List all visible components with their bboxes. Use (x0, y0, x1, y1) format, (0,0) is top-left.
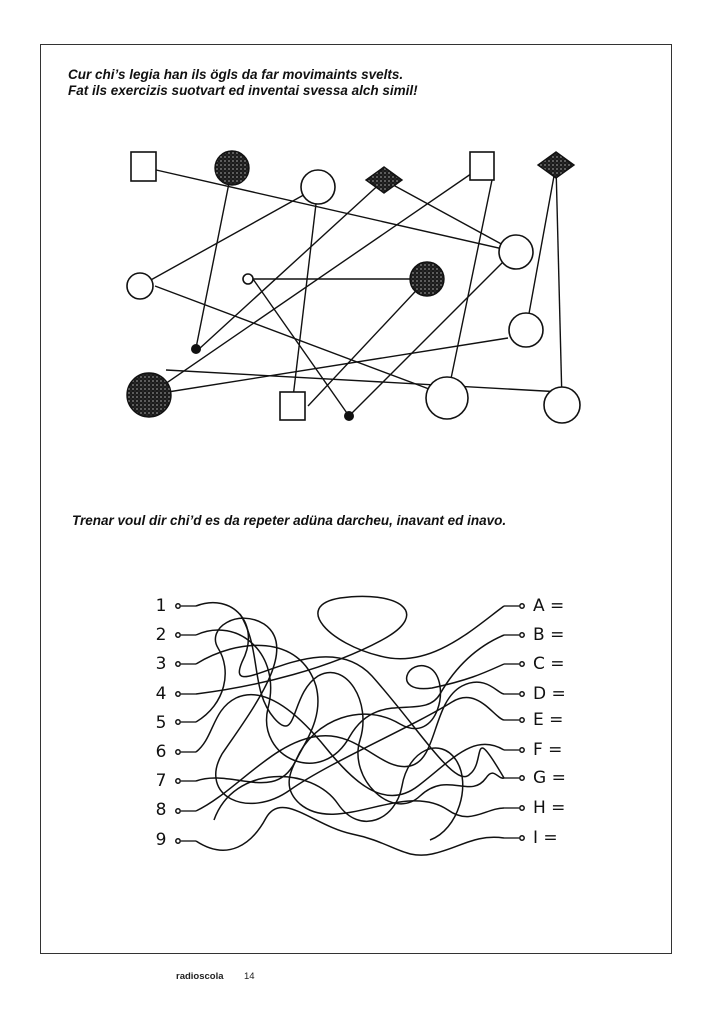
tangled-lines-puzzle (0, 590, 725, 880)
number-label-9: 9 (155, 830, 167, 850)
shapes-connection-puzzle (0, 140, 725, 430)
circle-shape (243, 274, 253, 284)
letter-label-b: B = (533, 625, 565, 645)
exercise2-instruction: Trenar voul dir chi’d es da repeter adüna darcheu, inavant ed inavo. (72, 513, 507, 528)
filled-circle-shape (215, 151, 249, 185)
circle-shape (544, 387, 580, 423)
exercise1-instruction-line1: Cur chi’s legia han ils ögls da far movimaints svelts. (68, 67, 404, 82)
letter-label-h: H = (533, 798, 566, 818)
number-label-1: 1 (155, 596, 167, 616)
tangle-line (196, 596, 504, 694)
number-label-5: 5 (155, 713, 167, 733)
diamond-shape (366, 167, 402, 193)
circle-shape (127, 273, 153, 299)
small-dot-shape (344, 411, 354, 421)
square-shape (280, 392, 305, 420)
letter-label-c: C = (533, 654, 565, 674)
number-label-3: 3 (155, 654, 167, 674)
tangle-line (196, 630, 504, 763)
square-shape (470, 152, 494, 180)
circle-shape (499, 235, 533, 269)
number-label-2: 2 (155, 625, 167, 645)
number-label-8: 8 (155, 800, 167, 820)
tangle-line (196, 682, 504, 811)
square-shape (131, 152, 156, 181)
number-label-4: 4 (155, 684, 167, 704)
exercise1-instruction-line2: Fat ils exercizis suotvart ed inventai svessa alch simil! (68, 83, 418, 98)
connector-lines (140, 165, 562, 416)
letter-label-a: A = (533, 596, 565, 616)
endpoint-circles-right (520, 604, 524, 840)
leader-ticks (181, 606, 519, 841)
diamond-shape (538, 152, 574, 178)
page-number: 14 (244, 971, 255, 982)
circle-shape (426, 377, 468, 419)
tangle-line (196, 645, 504, 816)
letter-label-f: F = (533, 740, 563, 760)
letter-label-d: D = (533, 684, 566, 704)
number-label-7: 7 (155, 771, 167, 791)
circle-shape (301, 170, 335, 204)
tangle-line (240, 614, 504, 804)
small-dot-shape (191, 344, 201, 354)
endpoint-circles-left (176, 604, 180, 843)
filled-circle-shape (410, 262, 444, 296)
filled-circle-shape (127, 373, 171, 417)
footer-brand: radioscola (176, 971, 224, 982)
letter-label-e: E = (533, 710, 564, 730)
circle-shape (509, 313, 543, 347)
letter-label-g: G = (533, 768, 566, 788)
number-label-6: 6 (155, 742, 167, 762)
tangle-line (196, 603, 504, 778)
letter-label-i: I = (533, 828, 558, 848)
